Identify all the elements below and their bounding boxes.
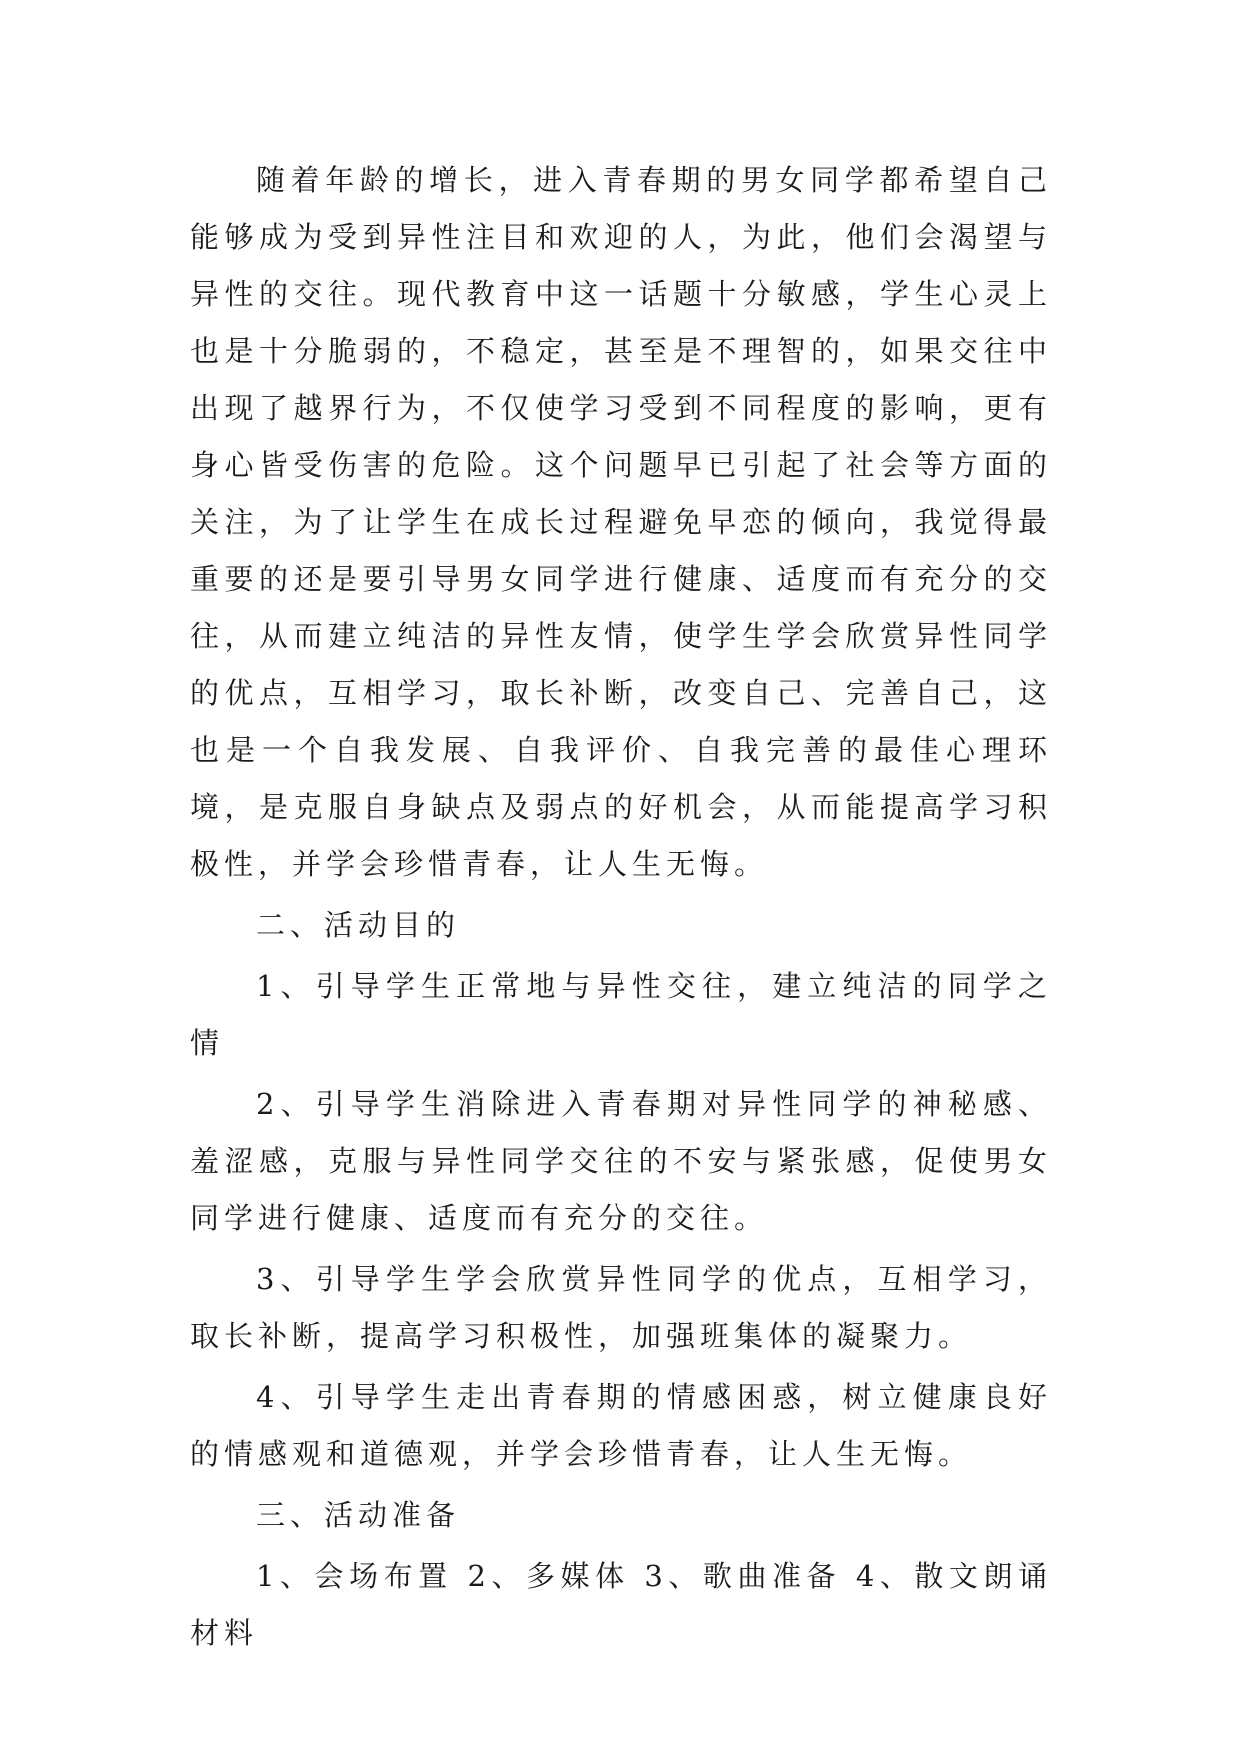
- intro-paragraph: 随着年龄的增长，进入青春期的男女同学都希望自己能够成为受到异性注目和欢迎的人，为此，他们会渴望与异性的交往。现代教育中这一话题十分敏感，学生心灵上也是十分脆弱的，不稳定，甚至是不理智的，如果交往中出现了越界行为，不仅使学习受到不同程度的影响，更有身心皆受伤害的危险。这个问题早已引起了社会等方面的关注，为了让学生在成长过程避免早恋的倾向，我觉得最重要的还是要引导男女同学进行健康、适度而有充分的交往，从而建立纯洁的异性友情，使学生学会欣赏异性同学的优点，互相学习，取长补断，改变自己、完善自己，这也是一个自我发展、自我评价、自我完善的最佳心理环境，是克服自身缺点及弱点的好机会，从而能提高学习积极性，并学会珍惜青春，让人生无悔。: [190, 163, 1052, 881]
- section-heading-preparation: 三、活动准备: [256, 1498, 461, 1532]
- preparation-items: 1、会场布置 2、多媒体 3、歌曲准备 4、散文朗诵材料: [190, 1559, 1052, 1650]
- goal-item-4: 4、引导学生走出青春期的情感困惑，树立健康良好的情感观和道德观，并学会珍惜青春，让人生无悔。: [190, 1380, 1052, 1471]
- section-heading-goals: 二、活动目的: [256, 908, 461, 942]
- goal-item-1: 1、引导学生正常地与异性交往，建立纯洁的同学之情: [190, 969, 1052, 1060]
- goal-item-2: 2、引导学生消除进入青春期对异性同学的神秘感、羞涩感，克服与异性同学交往的不安与紧张感，促使男女同学进行健康、适度而有充分的交往。: [190, 1087, 1052, 1235]
- goal-item-3: 3、引导学生学会欣赏异性同学的优点，互相学习，取长补断，提高学习积极性，加强班集体的凝聚力。: [190, 1262, 1052, 1353]
- document-body: [190, 152, 1052, 1662]
